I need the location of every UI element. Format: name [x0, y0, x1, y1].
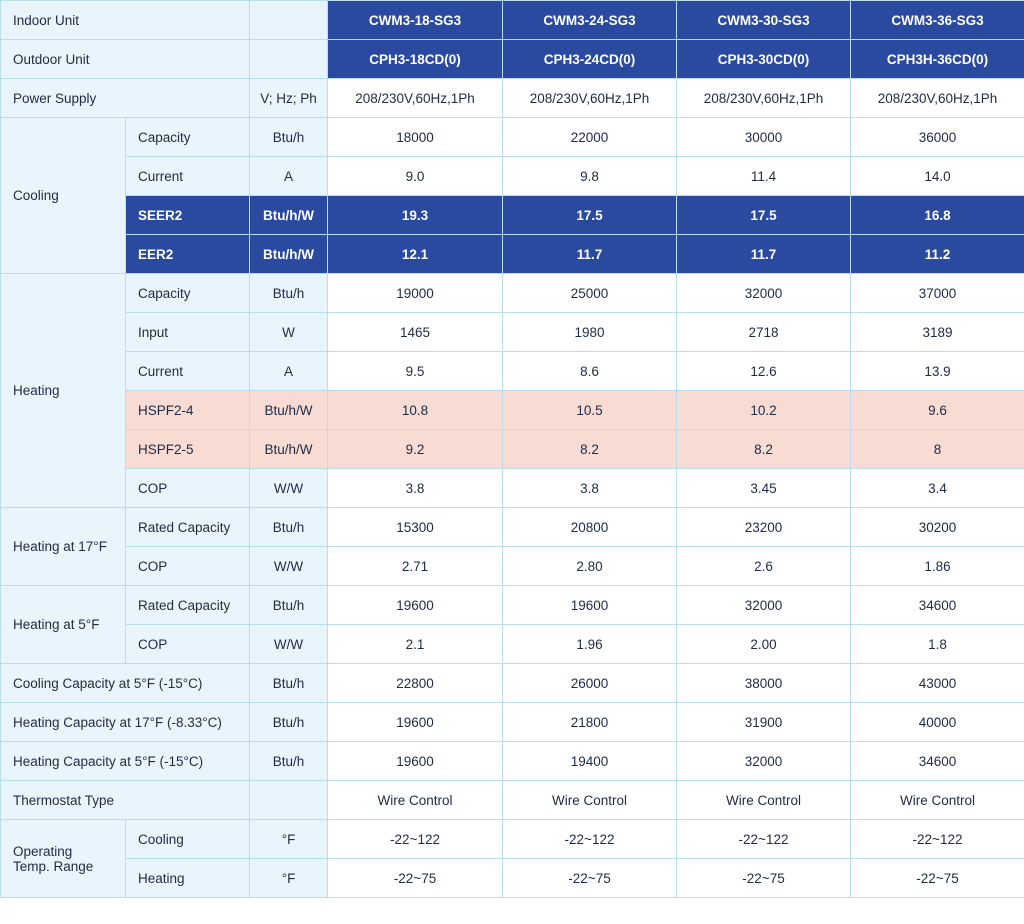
value-cell: 10.2: [677, 391, 851, 430]
value-cell: -22~75: [851, 859, 1024, 898]
row-label: HSPF2-5: [126, 430, 250, 469]
value-cell: 25000: [503, 274, 677, 313]
unit-cell: A: [250, 352, 328, 391]
unit-cell: [250, 781, 328, 820]
value-cell: 19600: [328, 586, 503, 625]
value-cell: 12.1: [328, 235, 503, 274]
operating-cooling-row: [1, 820, 1024, 859]
value-cell: 1.8: [851, 625, 1024, 664]
value-cell: 1.96: [503, 625, 677, 664]
value-cell: 1.86: [851, 547, 1024, 586]
value-cell: 18000: [328, 118, 503, 157]
unit-cell: Btu/h/W: [250, 391, 328, 430]
value-cell: 9.0: [328, 157, 503, 196]
seer2-row: [1, 196, 1024, 235]
row-label: EER2: [126, 235, 250, 274]
value-cell: 2.6: [677, 547, 851, 586]
operating-temp-range-label: [1, 820, 126, 898]
value-cell: 9.8: [503, 157, 677, 196]
row-label: Capacity: [126, 118, 250, 157]
outdoor-model: CPH3H-36CD(0): [851, 40, 1024, 79]
row-label: Rated Capacity: [126, 586, 250, 625]
unit-cell: Btu/h: [250, 664, 328, 703]
outdoor-unit-label: Outdoor Unit: [1, 40, 250, 79]
value-cell: 208/230V,60Hz,1Ph: [851, 79, 1024, 118]
heating-capacity-row: [1, 274, 1024, 313]
value-cell: Wire Control: [851, 781, 1024, 820]
value-cell: -22~75: [503, 859, 677, 898]
value-cell: 32000: [677, 742, 851, 781]
value-cell: 21800: [503, 703, 677, 742]
empty-unit-cell: [250, 1, 328, 40]
unit-cell: Btu/h/W: [250, 196, 328, 235]
power-supply-label: Power Supply: [1, 79, 250, 118]
value-cell: 10.5: [503, 391, 677, 430]
value-cell: 17.5: [503, 196, 677, 235]
value-cell: 11.7: [677, 235, 851, 274]
value-cell: 3.8: [328, 469, 503, 508]
value-cell: 1465: [328, 313, 503, 352]
heating-current-row: [1, 352, 1024, 391]
unit-cell: W/W: [250, 547, 328, 586]
value-cell: 1980: [503, 313, 677, 352]
value-cell: 8.2: [677, 430, 851, 469]
value-cell: 208/230V,60Hz,1Ph: [503, 79, 677, 118]
row-label: Cooling Capacity at 5°F (-15°C): [1, 664, 250, 703]
cooling-group-label: Cooling: [1, 118, 126, 274]
operating-heating-row: [1, 859, 1024, 898]
unit-cell: A: [250, 157, 328, 196]
heating-17f-cop-row: [1, 547, 1024, 586]
value-cell: 2.71: [328, 547, 503, 586]
value-cell: 36000: [851, 118, 1024, 157]
unit-cell: Btu/h: [250, 118, 328, 157]
cooling-capacity-5f-row: [1, 664, 1024, 703]
value-cell: 11.4: [677, 157, 851, 196]
value-cell: 16.8: [851, 196, 1024, 235]
heating-capacity-5f-row: [1, 742, 1024, 781]
heating-group-label: Heating: [1, 274, 126, 508]
outdoor-unit-row: [1, 40, 1024, 79]
value-cell: 11.7: [503, 235, 677, 274]
value-cell: 23200: [677, 508, 851, 547]
row-label: Rated Capacity: [126, 508, 250, 547]
row-label: SEER2: [126, 196, 250, 235]
outdoor-model: CPH3-18CD(0): [328, 40, 503, 79]
unit-cell: °F: [250, 859, 328, 898]
cooling-current-row: [1, 157, 1024, 196]
unit-cell: °F: [250, 820, 328, 859]
unit-cell: V; Hz; Ph: [250, 79, 328, 118]
row-label: Cooling: [126, 820, 250, 859]
unit-cell: W/W: [250, 469, 328, 508]
value-cell: 208/230V,60Hz,1Ph: [677, 79, 851, 118]
value-cell: 13.9: [851, 352, 1024, 391]
value-cell: 43000: [851, 664, 1024, 703]
heating-input-row: [1, 313, 1024, 352]
hspf2-5-row: [1, 430, 1024, 469]
indoor-unit-label: Indoor Unit: [1, 1, 250, 40]
heating-capacity-17f-row: [1, 703, 1024, 742]
value-cell: 32000: [677, 586, 851, 625]
value-cell: -22~122: [851, 820, 1024, 859]
value-cell: 2.00: [677, 625, 851, 664]
value-cell: 3.8: [503, 469, 677, 508]
value-cell: 19000: [328, 274, 503, 313]
value-cell: 2.1: [328, 625, 503, 664]
value-cell: 22000: [503, 118, 677, 157]
value-cell: 3.4: [851, 469, 1024, 508]
row-label: Capacity: [126, 274, 250, 313]
unit-cell: W: [250, 313, 328, 352]
heating-5f-group-label: Heating at 5°F: [1, 586, 126, 664]
value-cell: 38000: [677, 664, 851, 703]
value-cell: 37000: [851, 274, 1024, 313]
operating-label-line2: Temp. Range: [13, 858, 94, 874]
value-cell: 8.6: [503, 352, 677, 391]
value-cell: 14.0: [851, 157, 1024, 196]
heating-5f-capacity-row: [1, 586, 1024, 625]
value-cell: 34600: [851, 586, 1024, 625]
empty-unit-cell: [250, 40, 328, 79]
value-cell: 30200: [851, 508, 1024, 547]
unit-cell: Btu/h: [250, 586, 328, 625]
row-label: Heating Capacity at 17°F (-8.33°C): [1, 703, 250, 742]
heating-5f-cop-row: [1, 625, 1024, 664]
value-cell: 19600: [328, 742, 503, 781]
eer2-row: [1, 235, 1024, 274]
value-cell: -22~122: [677, 820, 851, 859]
operating-label-line1: Operating: [13, 843, 73, 859]
value-cell: 3.45: [677, 469, 851, 508]
value-cell: 8: [851, 430, 1024, 469]
outdoor-model: CPH3-30CD(0): [677, 40, 851, 79]
heating-cop-row: [1, 469, 1024, 508]
row-label: COP: [126, 469, 250, 508]
value-cell: 15300: [328, 508, 503, 547]
indoor-unit-row: [1, 1, 1024, 40]
row-label: HSPF2-4: [126, 391, 250, 430]
row-label: Heating: [126, 859, 250, 898]
unit-cell: Btu/h: [250, 742, 328, 781]
unit-cell: Btu/h: [250, 508, 328, 547]
row-label: Current: [126, 157, 250, 196]
value-cell: 26000: [503, 664, 677, 703]
value-cell: 8.2: [503, 430, 677, 469]
cooling-capacity-row: [1, 118, 1024, 157]
power-supply-row: [1, 79, 1024, 118]
value-cell: 12.6: [677, 352, 851, 391]
indoor-model: CWM3-24-SG3: [503, 1, 677, 40]
thermostat-type-row: [1, 781, 1024, 820]
value-cell: 17.5: [677, 196, 851, 235]
value-cell: -22~75: [677, 859, 851, 898]
value-cell: 31900: [677, 703, 851, 742]
value-cell: 11.2: [851, 235, 1024, 274]
value-cell: Wire Control: [503, 781, 677, 820]
value-cell: 10.8: [328, 391, 503, 430]
value-cell: Wire Control: [677, 781, 851, 820]
outdoor-model: CPH3-24CD(0): [503, 40, 677, 79]
value-cell: 19400: [503, 742, 677, 781]
value-cell: 9.2: [328, 430, 503, 469]
unit-cell: Btu/h: [250, 703, 328, 742]
row-label: COP: [126, 547, 250, 586]
unit-cell: Btu/h/W: [250, 235, 328, 274]
value-cell: -22~122: [503, 820, 677, 859]
value-cell: 19.3: [328, 196, 503, 235]
row-label: Input: [126, 313, 250, 352]
heating-17f-capacity-row: [1, 508, 1024, 547]
value-cell: 19600: [503, 586, 677, 625]
value-cell: 9.5: [328, 352, 503, 391]
unit-cell: Btu/h/W: [250, 430, 328, 469]
value-cell: 32000: [677, 274, 851, 313]
row-label: Current: [126, 352, 250, 391]
value-cell: 208/230V,60Hz,1Ph: [328, 79, 503, 118]
value-cell: 34600: [851, 742, 1024, 781]
value-cell: Wire Control: [328, 781, 503, 820]
hspf2-4-row: [1, 391, 1024, 430]
indoor-model: CWM3-18-SG3: [328, 1, 503, 40]
value-cell: 20800: [503, 508, 677, 547]
value-cell: 40000: [851, 703, 1024, 742]
value-cell: 9.6: [851, 391, 1024, 430]
value-cell: -22~75: [328, 859, 503, 898]
value-cell: 2.80: [503, 547, 677, 586]
unit-cell: W/W: [250, 625, 328, 664]
row-label: COP: [126, 625, 250, 664]
indoor-model: CWM3-30-SG3: [677, 1, 851, 40]
indoor-model: CWM3-36-SG3: [851, 1, 1024, 40]
heating-17f-group-label: Heating at 17°F: [1, 508, 126, 586]
unit-cell: Btu/h: [250, 274, 328, 313]
value-cell: 2718: [677, 313, 851, 352]
row-label: Thermostat Type: [1, 781, 250, 820]
value-cell: 19600: [328, 703, 503, 742]
value-cell: -22~122: [328, 820, 503, 859]
value-cell: 3189: [851, 313, 1024, 352]
value-cell: 22800: [328, 664, 503, 703]
row-label: Heating Capacity at 5°F (-15°C): [1, 742, 250, 781]
value-cell: 30000: [677, 118, 851, 157]
